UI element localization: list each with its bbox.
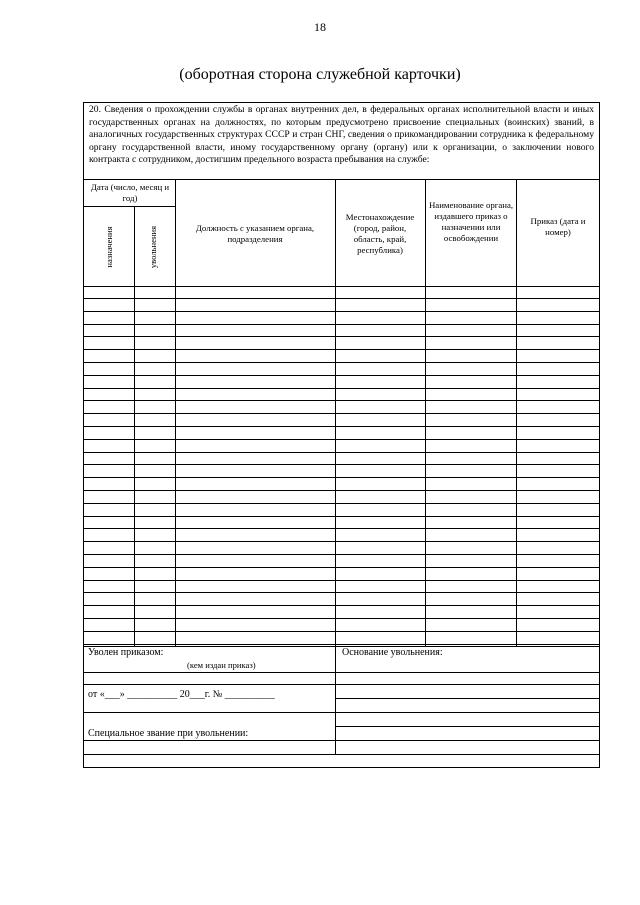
table-row-line — [84, 464, 599, 465]
footer-left-line — [84, 684, 335, 685]
table-row-line — [84, 567, 599, 568]
table-row-line — [84, 439, 599, 440]
table-row-line — [84, 605, 599, 606]
dismissal-basis-label: Основание увольнения: — [342, 647, 443, 658]
footer-right-line — [335, 672, 599, 673]
table-row-line — [84, 349, 599, 350]
table-row-line — [84, 336, 599, 337]
table-row-line — [84, 413, 599, 414]
page-number: 18 — [314, 20, 326, 34]
table-row-line — [84, 362, 599, 363]
date-group-header: Дата (число, месяц и год) — [90, 182, 170, 203]
table-row-line — [84, 375, 599, 376]
special-rank-label: Специальное звание при увольнении: — [88, 728, 249, 739]
page-title: (оборотная сторона служебной карточки) — [179, 66, 461, 83]
table-row-line — [84, 631, 599, 632]
date-group-line — [84, 206, 175, 207]
table-row-line — [84, 477, 599, 478]
footer-right-line — [335, 726, 599, 727]
table-row-line — [84, 286, 599, 287]
table-row-line — [84, 426, 599, 427]
order-column-header: Приказ (дата и номер) — [530, 216, 586, 237]
table-row-line — [84, 592, 599, 593]
table-row-line — [84, 490, 599, 491]
table-row-line — [84, 298, 599, 299]
table-row-line — [84, 388, 599, 389]
table-row-line — [84, 554, 599, 555]
table-row-line — [84, 400, 599, 401]
table-row-line — [84, 452, 599, 453]
footer-bottom-line — [84, 754, 599, 755]
table-row-line — [84, 644, 599, 645]
table-row-line — [84, 541, 599, 542]
dismissal-column-header: увольнения — [148, 225, 158, 269]
dismissed-by-order-label: Уволен приказом: — [88, 647, 164, 658]
location-column-header: Местонахождение (город, район, область, край, республика) — [345, 212, 415, 255]
position-column-header: Должность с указанием органа, подразделения — [195, 223, 315, 244]
table-row-line — [84, 528, 599, 529]
order-date-line: от «___» __________ 20___г. № __________ — [88, 689, 275, 700]
table-row-line — [84, 618, 599, 619]
table-row-line — [84, 503, 599, 504]
issued-by-hint: (кем издан приказ) — [187, 660, 256, 670]
issuer-column-header: Наименование органа, издавшего приказ о назначении или освобождении — [428, 200, 514, 243]
footer-right-line — [335, 698, 599, 699]
table-row-line — [84, 324, 599, 325]
section-intro: 20. Сведения о прохождении службы в органах внутренних дел, в федеральных органах исполнительной власти и иных государственных органах на должностях, по которым предусмотрено присвоение специальных (воинских) званий, в аналогичных государственных структурах СССР и стран СНГ, сведения о прикомандировании сотрудника к федеральному органу государственной власти, иному государственному органу (органу) или к организации, о заключении нового контракта с сотрудником, достигшим предельного возраста пребывания на службе: — [89, 104, 594, 166]
footer-right-line — [335, 740, 599, 741]
col-divider-3 — [335, 179, 336, 754]
table-row-line — [84, 580, 599, 581]
header-top-line — [84, 179, 599, 180]
footer-right-line — [335, 684, 599, 685]
footer-left-line — [84, 712, 335, 713]
footer-right-line — [335, 712, 599, 713]
appointment-column-header: назначения — [104, 226, 114, 268]
footer-left-line — [84, 740, 335, 741]
footer-left-line — [84, 672, 335, 673]
table-row-line — [84, 311, 599, 312]
table-row-line — [84, 516, 599, 517]
